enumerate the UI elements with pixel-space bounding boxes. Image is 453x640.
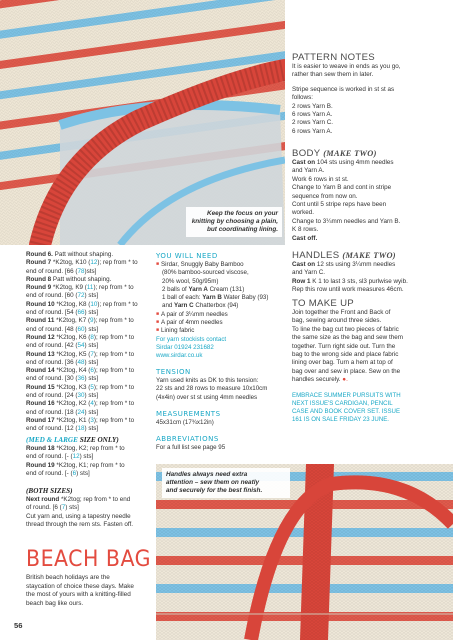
- round-text: ); rep from * to: [93, 367, 135, 375]
- round-text: ) sts]: [84, 342, 99, 350]
- handles-heading: [292, 250, 448, 261]
- stockists-line: For yarn stockists contact: [156, 335, 227, 343]
- text-line: (4x4in) over st st using 4mm needles: [156, 393, 258, 401]
- both-sizes-section: [26, 487, 148, 529]
- text-line: thread through the rem sts. Fasten off.: [26, 520, 133, 528]
- body-heading-note: (MAKE TWO): [323, 149, 377, 158]
- round-text: ); rep from * to: [93, 333, 135, 341]
- supply-item: ■ A pair of 4mm needles: [156, 319, 286, 327]
- round-label: Round 6.: [26, 251, 53, 258]
- text-line: and Yarn A.: [292, 167, 325, 175]
- round-text: ); rep from * to: [93, 350, 135, 358]
- pattern-title: BEACH BAG: [26, 545, 152, 572]
- round-size: 60: [77, 325, 85, 333]
- round-line: [26, 409, 148, 417]
- text-line: Change to 3¼mm needles and Yarn B.: [292, 217, 401, 225]
- round-line: [26, 301, 148, 309]
- text-line: rather than sew them in later.: [292, 71, 374, 79]
- round-text: *K2tog, K2; rep from * to: [54, 445, 125, 452]
- abbreviations-text: For a full list see page 95: [156, 444, 226, 451]
- text-line: Work 6 rows in st st.: [292, 175, 349, 183]
- round-size: 9: [90, 317, 94, 325]
- round-text: end of round. [36 (: [26, 358, 78, 366]
- round-label: Round 11: [26, 317, 55, 325]
- round-text: of round. [6 (: [26, 504, 62, 512]
- round-size: 11: [86, 284, 94, 292]
- round-line: [26, 259, 148, 267]
- round-text: *K2tog, K7 (: [54, 317, 91, 325]
- round-text: end of round. [24 (: [26, 392, 78, 400]
- intro-line: staycation of choice these days. Make: [26, 582, 134, 590]
- round-line: [26, 375, 148, 383]
- tension-section: [156, 368, 286, 402]
- text-line: Stripe sequence is worked in st st as: [292, 85, 395, 93]
- round-text: ) sts]: [79, 453, 94, 461]
- caption-line: and securely for the best finish.: [166, 487, 263, 494]
- text-line: It is easier to weave in ends as you go,: [292, 63, 401, 70]
- med-large-heading-text: (MED & LARGE: [26, 436, 78, 444]
- round-text: ); rep from * to: [97, 300, 138, 308]
- round-size: 8: [90, 333, 94, 341]
- round-text: *K2tog, K8 (: [54, 300, 91, 308]
- measurements-section: [156, 410, 286, 427]
- text-line: bag, sewing around three sides.: [292, 317, 382, 325]
- yarn-label: Yarn B: [202, 294, 222, 302]
- text-line: Join together the Front and Back of: [292, 309, 391, 316]
- round-text: ); rep from * to: [97, 259, 138, 267]
- round-line: [26, 504, 148, 512]
- caption-line: knitting by choosing a plain,: [191, 218, 278, 225]
- promo-line: NEXT ISSUE'S CARDIGAN, PENCIL: [292, 399, 393, 407]
- round-text: Patt without shaping.: [51, 275, 112, 283]
- med-large-heading: [26, 436, 148, 445]
- round-label: Round 8: [26, 275, 52, 283]
- round-line: [26, 317, 148, 325]
- round-label: Round 18: [26, 445, 55, 452]
- round-line: [26, 445, 148, 453]
- promo-line: EMBRACE SUMMER PURSUITS WITH: [292, 391, 401, 399]
- round-line: [26, 392, 148, 400]
- round-line: [26, 334, 148, 342]
- round-label: Next round: [26, 496, 60, 503]
- round-text: ) sts]: [65, 504, 79, 512]
- round-line: [26, 309, 148, 317]
- round-text: end of round. [- (: [26, 469, 73, 477]
- round-label: Round 14: [26, 367, 55, 375]
- round-label: Round 16: [26, 400, 55, 408]
- text-line: and Yarn C.: [292, 269, 326, 277]
- text-line: Rep this row until work measures 46cm.: [292, 286, 404, 294]
- round-text: end of round. [66 (: [26, 267, 78, 275]
- tension-heading: TENSION: [156, 368, 191, 376]
- text-line: lining over bag. Turn a hem at top of: [292, 359, 393, 367]
- round-size: 48: [77, 358, 85, 366]
- round-line: [26, 417, 148, 425]
- round-line: [26, 400, 148, 408]
- round-text: ) sts]: [84, 292, 99, 300]
- cast-on-label: Cast on: [292, 261, 316, 268]
- measurements-heading: MEASUREMENTS: [156, 410, 221, 418]
- round-size: 78: [77, 267, 85, 275]
- text-line: [292, 376, 448, 384]
- round-text: ) sts]: [84, 408, 99, 416]
- round-text: Patt without shaping.: [52, 251, 114, 258]
- body-heading: [292, 148, 448, 159]
- text-line: follows:: [292, 94, 313, 102]
- round-size: 12: [90, 259, 98, 267]
- round-text: end of round. [42 (: [26, 342, 78, 350]
- text-line: Cut yarn and, using a tapestry needle: [26, 512, 131, 520]
- round-label: Round 17: [26, 416, 55, 424]
- cast-on-text: 12 sts using 3¼mm needles: [315, 261, 396, 268]
- yarn-item: ■ Sirdar, Snuggly Baby Bamboo: [156, 261, 286, 269]
- round-line: [26, 453, 148, 461]
- round-line: [26, 384, 148, 392]
- measurements-value: 45x31cm (17¾x12in): [156, 419, 214, 426]
- text-segment: Water Baby (93): [221, 294, 269, 302]
- text-line: Cont until 5 stripe reps have been: [292, 201, 387, 209]
- text-line: 22 sts and 28 rows to measure 10x10cm: [156, 385, 268, 393]
- round-text: ); rep from * to: [93, 416, 135, 424]
- text-segment: Cream (131): [207, 285, 245, 293]
- round-line: [26, 367, 148, 375]
- round-text: ) sts]: [84, 425, 99, 433]
- round-text: *K2tog, K2 (: [54, 400, 91, 408]
- round-size: 7: [90, 350, 94, 358]
- med-large-section: [26, 436, 148, 478]
- text-line: 20% wool, 50g/95m): [162, 277, 219, 285]
- round-label: Round 10: [26, 300, 55, 308]
- text-segment: 1 ball of each:: [162, 294, 203, 302]
- body-heading-text: BODY: [292, 148, 321, 159]
- round-size: 5: [90, 383, 94, 391]
- round-text: *K2tog; rep from * to end: [59, 496, 131, 503]
- cast-off: Cast off.: [292, 234, 318, 242]
- handles-section: [292, 250, 448, 295]
- round-line: [26, 326, 148, 334]
- text-segment: and: [162, 302, 175, 310]
- med-large-heading-size: SIZE ONLY): [79, 436, 119, 444]
- page-number: 56: [14, 621, 23, 630]
- handles-heading-text: HANDLES: [292, 250, 340, 261]
- supply-item: ■ Lining fabric: [156, 327, 286, 335]
- yarn-label: Yarn A: [188, 285, 208, 293]
- round-text: *K2tog, K4 (: [54, 367, 91, 375]
- round-text: ) sts]: [76, 469, 90, 477]
- you-will-need-heading: YOU WILL NEED: [156, 252, 218, 260]
- stockists-web[interactable]: www.sirdar.co.uk: [156, 352, 203, 360]
- text-line: [292, 159, 448, 167]
- text-line: [156, 294, 286, 302]
- round-line: [26, 359, 148, 367]
- round-text: ); rep from * to: [93, 383, 135, 391]
- caption-line: attention – sew them on neatly: [166, 479, 260, 486]
- abbreviations-heading: ABBREVIATIONS: [156, 435, 219, 443]
- row-text: K 1 to last 3 sts, sl3 purlwise wyib.: [310, 277, 408, 285]
- abbreviations-section: [156, 435, 286, 452]
- round-text: ); rep from * to: [93, 284, 134, 292]
- round-text: end of round. [60 (: [26, 292, 78, 300]
- round-text: *K2tog, K1; rep from * to: [54, 461, 125, 469]
- pattern-notes-heading: PATTERN NOTES: [292, 52, 375, 63]
- caption-line: but coordinating lining.: [207, 226, 278, 233]
- text-line: [156, 302, 286, 310]
- round-size: 7: [61, 504, 66, 512]
- pattern-intro: [26, 574, 151, 608]
- text-line: To line the bag cut two pieces of fabric: [292, 325, 399, 333]
- you-will-need-section: [156, 252, 286, 361]
- round-size: 36: [77, 375, 85, 383]
- round-label: Round 19: [26, 461, 55, 469]
- text-line: K 8 rows.: [292, 226, 319, 234]
- end-mark: ●.: [342, 376, 348, 384]
- round-size: 18: [77, 425, 85, 433]
- text-line: Yarn used knits as DK to this tension:: [156, 377, 259, 384]
- round-size: 72: [77, 292, 85, 300]
- round-line: [26, 496, 148, 504]
- handles-heading-note: (MAKE TWO): [342, 251, 396, 260]
- intro-line: the most of yours with a knitting-filled: [26, 591, 131, 598]
- make-up-section: [292, 298, 448, 424]
- round-line: [26, 342, 148, 350]
- promo-line: 161 IS ON SALE FRIDAY 23 JUNE.: [292, 415, 389, 423]
- round-text: *K2tog, K6 (: [54, 333, 91, 341]
- round-label: Round 15: [26, 383, 55, 391]
- round-size: 12: [72, 453, 80, 461]
- round-line: [26, 351, 148, 359]
- text-line: worked.: [292, 209, 315, 217]
- round-size: 4: [90, 400, 94, 408]
- stockists-phone: Sirdar 01924 231682: [156, 343, 214, 351]
- round-size: 66: [77, 309, 85, 317]
- round-line: [26, 292, 148, 300]
- round-text: ) sts]: [84, 325, 99, 333]
- round-size: 10: [90, 300, 98, 308]
- text-segment: 2 balls of: [162, 285, 189, 293]
- text-line: bag to the wrong side and place fabric: [292, 351, 399, 359]
- text-line: 2 rows Yarn C.: [292, 119, 334, 127]
- round-text: ); rep from * to: [93, 400, 135, 408]
- supply-item: ■ A pair of 3¼mm needles: [156, 311, 286, 319]
- round-text: *K2tog, K9 (: [51, 284, 87, 292]
- caption-line: Handles always need extra: [166, 471, 248, 478]
- round-size: 24: [77, 408, 85, 416]
- round-line: [26, 284, 148, 292]
- pattern-notes-section: [292, 52, 448, 136]
- text-line: 6 rows Yarn A.: [292, 111, 333, 119]
- round-label: Round 7: [26, 259, 52, 267]
- text-line: [292, 261, 448, 269]
- round-label: Round 12: [26, 333, 55, 341]
- round-text: end of round. [- (: [26, 453, 73, 461]
- row-label: Row 1: [292, 277, 311, 285]
- round-text: ) sts]: [84, 392, 99, 400]
- round-label: Round 9: [26, 284, 52, 292]
- text-segment: Chatterbox (94): [193, 302, 239, 310]
- round-text: ) sts]: [84, 375, 99, 383]
- text-line: bag over and sew in place. Sew on the: [292, 367, 401, 375]
- text-line: 2 rows Yarn B.: [292, 102, 333, 110]
- text-line: (80% bamboo-sourced viscose,: [162, 269, 249, 277]
- top-photo-caption: [186, 207, 282, 237]
- yarn-label: Yarn C: [174, 302, 194, 310]
- round-line: [26, 276, 148, 284]
- round-text: end of round. [12 (: [26, 425, 78, 433]
- text-line: [292, 278, 448, 286]
- body-section: [292, 148, 448, 243]
- text-segment: handles securely.: [292, 376, 341, 384]
- both-sizes-heading: (BOTH SIZES): [26, 487, 73, 495]
- round-size: 6: [72, 469, 77, 477]
- caption-line: Keep the focus on your: [206, 210, 278, 217]
- round-text: ); rep from * to: [93, 317, 134, 325]
- round-text: end of round. [54 (: [26, 309, 78, 317]
- round-text: end of round. [30 (: [26, 375, 78, 383]
- promo-line: CASE AND BOOK COVER SET. ISSUE: [292, 407, 401, 415]
- round-text: end of round. [48 (: [26, 325, 78, 333]
- round-line: [26, 462, 148, 470]
- round-size: 54: [77, 342, 85, 350]
- text-line: Change to Yarn B and cont in stripe: [292, 184, 392, 192]
- round-line: [26, 425, 148, 433]
- round-text: *K2tog, K3 (: [54, 383, 91, 391]
- cast-on-label: Cast on: [292, 159, 316, 166]
- round-text: *K2tog, K5 (: [54, 350, 91, 358]
- round-line: [26, 268, 148, 276]
- make-up-heading: TO MAKE UP: [292, 298, 354, 309]
- round-text: *K2tog, K1 (: [54, 416, 91, 424]
- round-label: Round 13: [26, 350, 55, 358]
- bottom-photo-caption: [162, 468, 290, 498]
- cast-on-text: 104 sts using 4mm needles: [315, 159, 394, 166]
- round-text: *K2tog, K10 (: [51, 259, 91, 267]
- round-size: 6: [90, 367, 94, 375]
- text-line: together. Turn right side out. Turn the: [292, 342, 396, 350]
- round-text: )sts]: [84, 267, 97, 275]
- text-line: the same size as the bag and sew them: [292, 334, 403, 342]
- round-size: 3: [90, 416, 94, 424]
- round-line: [26, 251, 148, 259]
- text-line: 6 rows Yarn A.: [292, 127, 333, 135]
- intro-line: British beach holidays are the: [26, 574, 110, 581]
- round-size: 30: [77, 392, 85, 400]
- round-text: ) sts]: [84, 309, 99, 317]
- intro-line: beach bag like ours.: [26, 599, 84, 607]
- text-line: [156, 286, 286, 294]
- text-line: sequence from now on.: [292, 192, 358, 200]
- round-text: ) sts]: [84, 358, 99, 366]
- round-text: end of round. [18 (: [26, 408, 78, 416]
- round-line: [26, 470, 148, 478]
- rounds-section: [26, 251, 148, 434]
